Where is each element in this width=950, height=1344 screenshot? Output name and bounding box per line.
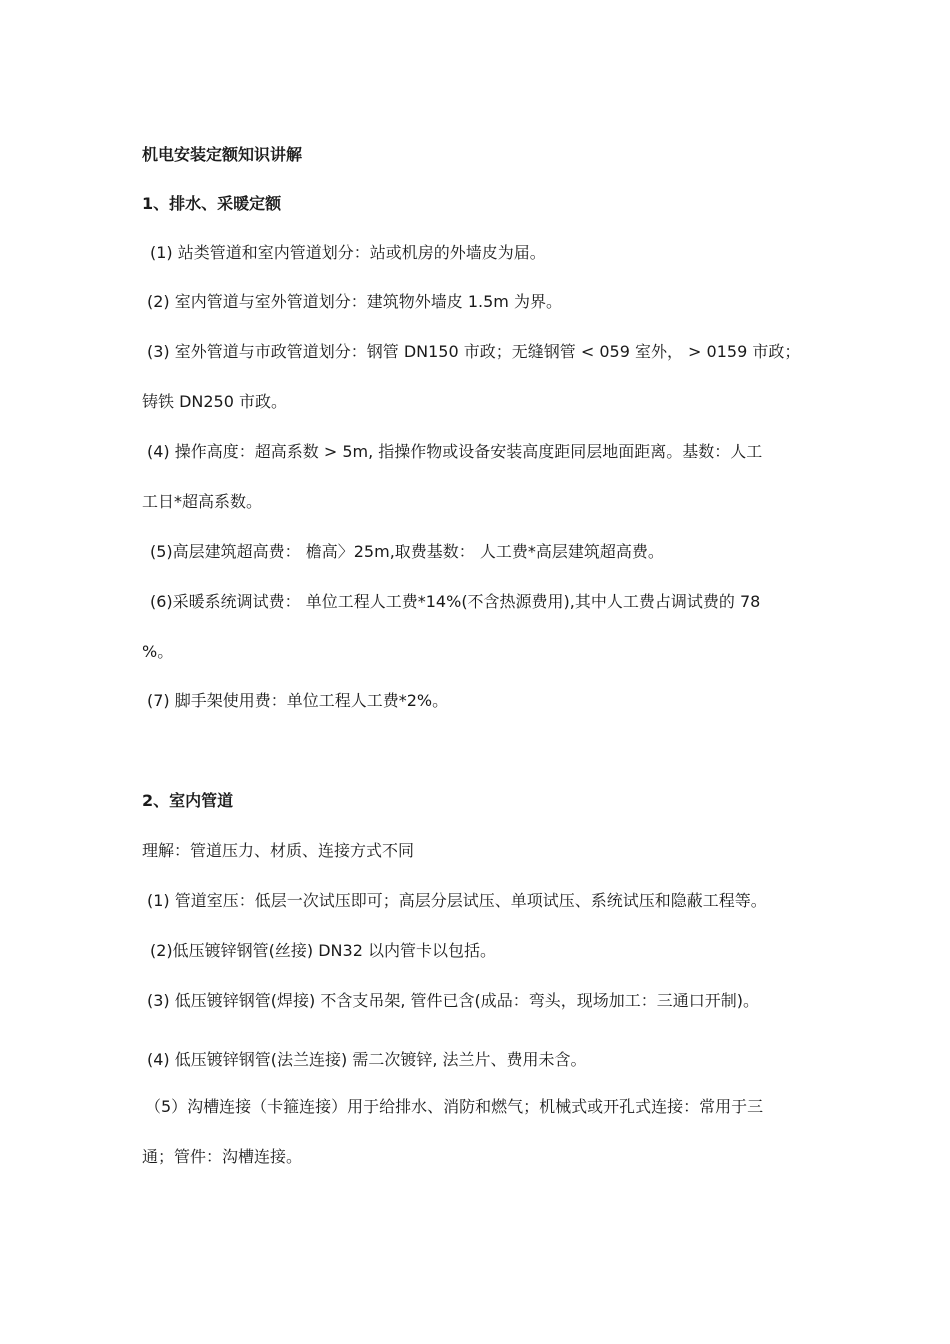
section-2-item-1: (1) 管道室压：低层一次试压即可；高层分层试压、单项试压、系统试压和隐蔽工程等。 <box>147 891 767 910</box>
section-2-heading: 2、室内管道 <box>142 791 234 810</box>
section-1-item-5: (5)高层建筑超高费： 檐高〉25m,取费基数： 人工费*高层建筑超高费。 <box>150 542 664 561</box>
section-1-heading: 1、排水、采暖定额 <box>142 194 282 213</box>
section-2-item-3: (3) 低压镀锌钢管(焊接) 不含支吊架, 管件已含(成品：弯头，现场加工：三通口开制)。 <box>147 991 759 1010</box>
section-2-item-5: （5）沟槽连接（卡箍连接）用于给排水、消防和燃气；机械式或开孔式连接：常用于三 <box>145 1097 764 1116</box>
section-2-item-2: (2)低压镀锌钢管(丝接) DN32 以内管卡以包括。 <box>150 941 496 960</box>
section-1-item-4: (4) 操作高度：超高系数 > 5m, 指操作物或设备安装高度距同层地面距离。基数：人工 <box>147 442 763 461</box>
section-1-item-6: (6)采暖系统调试费： 单位工程人工费*14%(不含热源费用),其中人工费占调试费的 78 <box>150 592 761 611</box>
section-1-item-2: (2) 室内管道与室外管道划分：建筑物外墙皮 1.5m 为界。 <box>147 292 562 311</box>
section-2-item-5-cont: 通；管件：沟槽连接。 <box>142 1147 303 1166</box>
section-1-item-3-cont: 铸铁 DN250 市政。 <box>142 392 288 411</box>
section-1-item-1: (1) 站类管道和室内管道划分：站或机房的外墙皮为届。 <box>150 243 546 262</box>
section-1-item-6-cont: %。 <box>142 642 174 661</box>
section-2-item-4: (4) 低压镀锌钢管(法兰连接) 需二次镀锌, 法兰片、费用未含。 <box>147 1050 587 1069</box>
section-1-item-3: (3) 室外管道与市政管道划分：钢管 DN150 市政；无缝钢管 < 059 室外， > 0159 市政； <box>147 342 801 361</box>
document-title: 机电安装定额知识讲解 <box>142 145 303 164</box>
section-1-item-7: (7) 脚手架使用费：单位工程人工费*2%。 <box>147 691 449 710</box>
section-1-item-4-cont: 工日*超高系数。 <box>142 492 263 511</box>
section-2-intro: 理解：管道压力、材质、连接方式不同 <box>142 841 415 860</box>
